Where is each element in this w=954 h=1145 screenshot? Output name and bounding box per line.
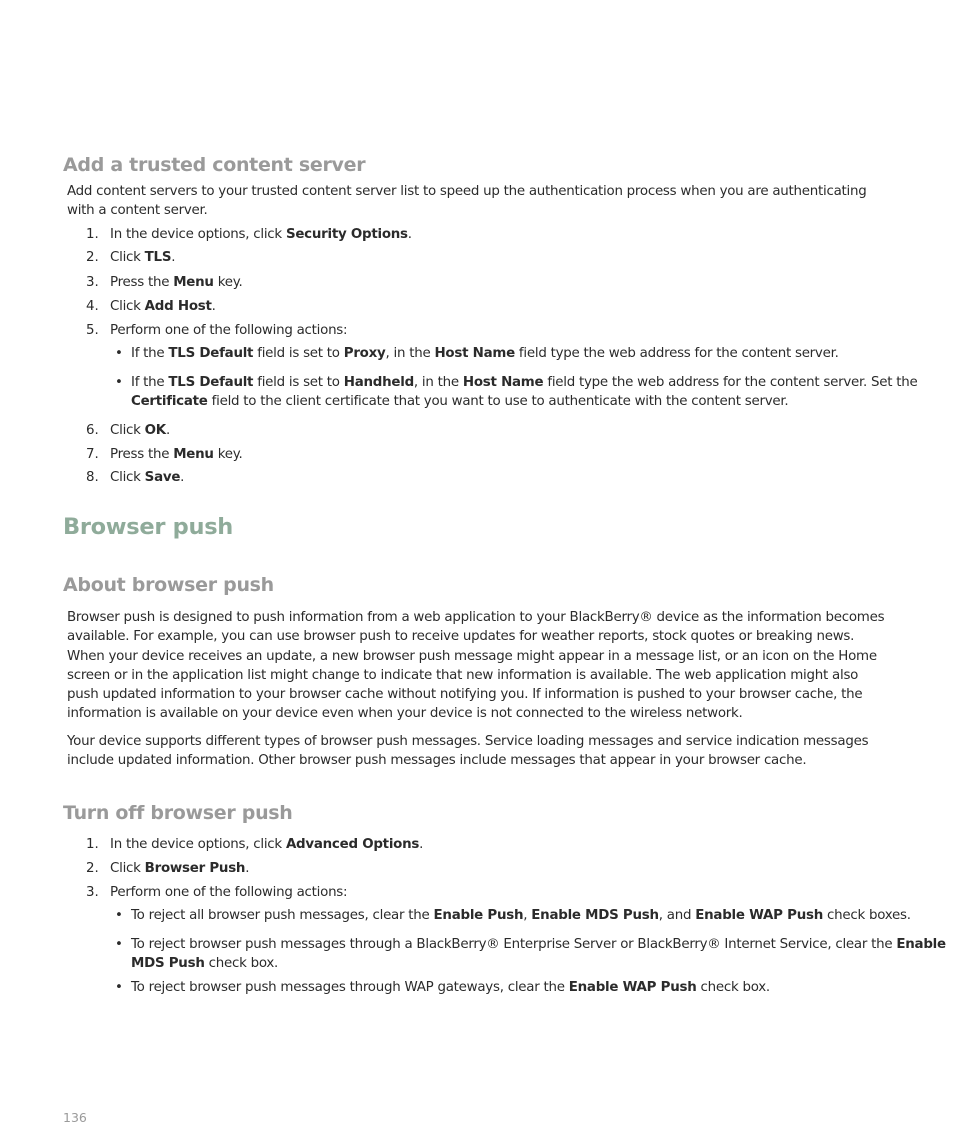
- step-number: 3.: [86, 885, 99, 900]
- about-paragraph-1: Browser push is designed to push information from a web application to your BlackBerry® device as the information becomes available. For example, you can use browser push to receive updates for weather reports, stock quotes or breaking news. When your device receives an update, a new browser push message might appear in a message list, or an icon on the Home screen or in the application list might change to indicate that new information is available. The web application might also push updated information to your browser cache without notifying you. If information is pushed to your browser cache, the information is available on your device even when your device is not connected to the wireless network.: [67, 610, 885, 722]
- step-1: In the device options, click Security Options.: [110, 227, 412, 242]
- step-2: Click TLS.: [110, 250, 176, 265]
- step-7: Press the Menu key.: [110, 447, 243, 462]
- section-heading-add-trusted-content-server: Add a trusted content server: [63, 154, 366, 176]
- section-heading-about-browser-push: About browser push: [63, 574, 274, 596]
- step-number: 5.: [86, 323, 99, 338]
- bullet-marker: •: [115, 937, 123, 952]
- step-3: Press the Menu key.: [110, 275, 243, 290]
- step-number: 7.: [86, 447, 99, 462]
- step-4: Click Add Host.: [110, 299, 216, 314]
- about-paragraph-2: Your device supports different types of browser push messages. Service loading messages and service indication messages include updated information. Other browser push messages include messages that appear in your browser cache.: [67, 734, 869, 769]
- step-number: 2.: [86, 250, 99, 265]
- bullet-reject-all: To reject all browser push messages, clear the Enable Push, Enable MDS Push, and Enable WAP Push check boxes.: [131, 908, 911, 923]
- step-number: 8.: [86, 470, 99, 485]
- chapter-title-browser-push: Browser push: [63, 514, 234, 540]
- bullet-marker: •: [115, 346, 123, 361]
- step-1: In the device options, click Advanced Options.: [110, 837, 424, 852]
- step-number: 6.: [86, 423, 99, 438]
- step-6: Click OK.: [110, 423, 170, 438]
- step-5: Perform one of the following actions:: [110, 323, 348, 338]
- bullet-tls-handheld-continued: Certificate field to the client certificate that you want to use to authenticate with the content server.: [131, 394, 789, 409]
- step-number: 4.: [86, 299, 99, 314]
- bullet-reject-wap: To reject browser push messages through WAP gateways, clear the Enable WAP Push check box.: [131, 980, 770, 995]
- step-number: 3.: [86, 275, 99, 290]
- step-8: Click Save.: [110, 470, 185, 485]
- bullet-marker: •: [115, 375, 123, 390]
- bullet-tls-handheld: If the TLS Default field is set to Handheld, in the Host Name field type the web address for the content server. Set the: [131, 375, 918, 390]
- bullet-marker: •: [115, 908, 123, 923]
- intro-paragraph: Add content servers to your trusted content server list to speed up the authentication process when you are authenticating with a content server.: [67, 184, 867, 219]
- section-heading-turn-off-browser-push: Turn off browser push: [63, 802, 293, 824]
- bullet-marker: •: [115, 980, 123, 995]
- bullet-tls-proxy: If the TLS Default field is set to Proxy, in the Host Name field type the web address for the content server.: [131, 346, 839, 361]
- bullet-reject-enterprise: To reject browser push messages through a BlackBerry® Enterprise Server or BlackBerry® Internet Service, clear the Enable: [131, 937, 946, 952]
- step-3: Perform one of the following actions:: [110, 885, 348, 900]
- page-number: 136: [63, 1110, 87, 1125]
- step-2: Click Browser Push.: [110, 861, 250, 876]
- step-number: 1.: [86, 837, 99, 852]
- step-number: 2.: [86, 861, 99, 876]
- bullet-reject-enterprise-continued: MDS Push check box.: [131, 956, 279, 971]
- step-number: 1.: [86, 227, 99, 242]
